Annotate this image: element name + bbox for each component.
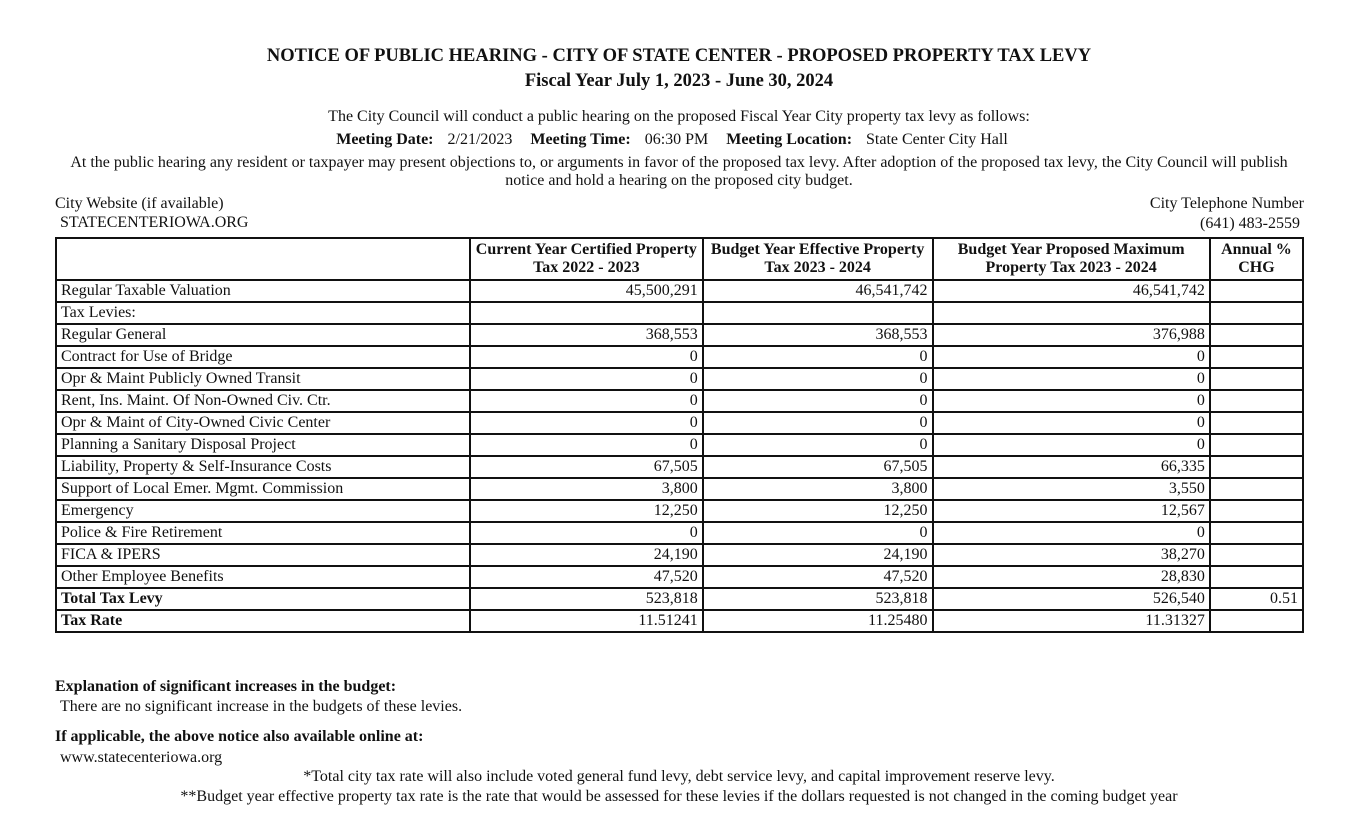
- row-chg: [1210, 610, 1303, 632]
- table-row: [56, 610, 1303, 632]
- header-label: [56, 238, 470, 280]
- row-effective: 67,505: [703, 456, 933, 478]
- row-proposed: 0: [933, 434, 1210, 456]
- row-effective: 0: [703, 368, 933, 390]
- table-row: [56, 456, 1303, 478]
- row-proposed: 11.31327: [933, 610, 1210, 632]
- row-effective: 46,541,742: [703, 280, 933, 302]
- row-current: 11.51241: [470, 610, 703, 632]
- row-effective: 47,520: [703, 566, 933, 588]
- row-label: Regular General: [56, 324, 470, 346]
- row-effective: 0: [703, 346, 933, 368]
- table-row: [56, 434, 1303, 456]
- row-effective: 0: [703, 434, 933, 456]
- row-chg: 0.51: [1210, 588, 1303, 610]
- row-chg: [1210, 368, 1303, 390]
- header-current: Current Year Certified Property Tax 2022 - 2023: [470, 238, 703, 280]
- table-row: [56, 412, 1303, 434]
- row-effective: 0: [703, 390, 933, 412]
- row-current: 12,250: [470, 500, 703, 522]
- online-url: www.statecenteriowa.org: [60, 749, 223, 766]
- row-current: 67,505: [470, 456, 703, 478]
- row-current: 3,800: [470, 478, 703, 500]
- row-label: Tax Rate: [56, 610, 470, 632]
- table-row: [56, 390, 1303, 412]
- meeting-location-label: Meeting Location:: [726, 131, 853, 148]
- row-chg: [1210, 544, 1303, 566]
- row-chg: [1210, 478, 1303, 500]
- row-chg: [1210, 500, 1303, 522]
- table-row: [56, 500, 1303, 522]
- row-current: 368,553: [470, 324, 703, 346]
- footnote-1: *Total city tax rate will also include voted general fund levy, debt service levy, and capital improvement reserve levy.: [303, 768, 1055, 785]
- row-label: Contract for Use of Bridge: [56, 346, 470, 368]
- table-row: [56, 302, 1303, 324]
- row-current: [470, 302, 703, 324]
- row-proposed: 0: [933, 390, 1210, 412]
- row-proposed: [933, 302, 1210, 324]
- row-label: FICA & IPERS: [56, 544, 470, 566]
- meeting-date: 2/21/2023: [447, 131, 513, 148]
- row-proposed: 376,988: [933, 324, 1210, 346]
- row-chg: [1210, 390, 1303, 412]
- table-row: [56, 324, 1303, 346]
- row-proposed: 46,541,742: [933, 280, 1210, 302]
- row-effective: 3,800: [703, 478, 933, 500]
- table-row: [56, 368, 1303, 390]
- row-label: Tax Levies:: [56, 302, 470, 324]
- meeting-info: [0, 131, 1358, 149]
- meeting-time-label: Meeting Time:: [530, 131, 631, 148]
- table-row: [56, 522, 1303, 544]
- row-effective: 0: [703, 412, 933, 434]
- row-chg: [1210, 566, 1303, 588]
- row-label: Total Tax Levy: [56, 588, 470, 610]
- header-chg: Annual % CHG: [1210, 238, 1303, 280]
- row-chg: [1210, 324, 1303, 346]
- row-effective: 368,553: [703, 324, 933, 346]
- header-effective: Budget Year Effective Property Tax 2023 - 2024: [703, 238, 933, 280]
- hearing-text: At the public hearing any resident or taxpayer may present objections to, or arguments in favor of the proposed tax levy. After adoption of the proposed tax levy, the City Council will publish notice and hold a hearing on the proposed city budget.: [70, 154, 1288, 189]
- notice-title: NOTICE OF PUBLIC HEARING - CITY OF STATE CENTER - PROPOSED PROPERTY TAX LEVY: [266, 46, 1092, 66]
- meeting-time: 06:30 PM: [644, 131, 709, 148]
- table-header-row: [56, 238, 1303, 280]
- table-row: [56, 346, 1303, 368]
- table-row: [56, 588, 1303, 610]
- meeting-location: State Center City Hall: [866, 131, 1008, 148]
- table-row: [56, 478, 1303, 500]
- row-proposed: 526,540: [933, 588, 1210, 610]
- row-chg: [1210, 522, 1303, 544]
- explanation-heading: Explanation of significant increases in the budget:: [55, 678, 397, 695]
- row-current: 0: [470, 434, 703, 456]
- row-proposed: 3,550: [933, 478, 1210, 500]
- row-effective: 12,250: [703, 500, 933, 522]
- row-label: Opr & Maint Publicly Owned Transit: [56, 368, 470, 390]
- row-label: Other Employee Benefits: [56, 566, 470, 588]
- table-row: [56, 566, 1303, 588]
- row-effective: 24,190: [703, 544, 933, 566]
- row-effective: 11.25480: [703, 610, 933, 632]
- row-current: 0: [470, 346, 703, 368]
- row-proposed: 12,567: [933, 500, 1210, 522]
- meeting-date-label: Meeting Date:: [336, 131, 434, 148]
- row-proposed: 66,335: [933, 456, 1210, 478]
- row-label: Opr & Maint of City-Owned Civic Center: [56, 412, 470, 434]
- row-effective: [703, 302, 933, 324]
- row-chg: [1210, 456, 1303, 478]
- row-label: Rent, Ins. Maint. Of Non-Owned Civ. Ctr.: [56, 390, 470, 412]
- website-value: STATECENTERIOWA.ORG: [60, 214, 249, 231]
- phone-value: (641) 483-2559: [1200, 215, 1300, 232]
- row-label: Police & Fire Retirement: [56, 522, 470, 544]
- row-chg: [1210, 412, 1303, 434]
- footnote-2: **Budget year effective property tax rate is the rate that would be assessed for these levies if the dollars requested is not changed in the coming budget year: [180, 788, 1178, 805]
- explanation-text: There are no significant increase in the budgets of these levies.: [60, 698, 463, 715]
- row-label: Planning a Sanitary Disposal Project: [56, 434, 470, 456]
- row-proposed: 38,270: [933, 544, 1210, 566]
- row-current: 0: [470, 390, 703, 412]
- row-label: Regular Taxable Valuation: [56, 280, 470, 302]
- online-heading: If applicable, the above notice also available online at:: [55, 728, 424, 745]
- row-proposed: 28,830: [933, 566, 1210, 588]
- row-chg: [1210, 302, 1303, 324]
- row-proposed: 0: [933, 412, 1210, 434]
- row-current: 523,818: [470, 588, 703, 610]
- row-effective: 0: [703, 522, 933, 544]
- row-chg: [1210, 280, 1303, 302]
- fiscal-year: Fiscal Year July 1, 2023 - June 30, 2024: [524, 71, 834, 91]
- row-chg: [1210, 434, 1303, 456]
- row-chg: [1210, 346, 1303, 368]
- row-current: 0: [470, 522, 703, 544]
- row-current: 45,500,291: [470, 280, 703, 302]
- row-current: 0: [470, 368, 703, 390]
- row-proposed: 0: [933, 368, 1210, 390]
- website-label: City Website (if available): [55, 195, 224, 212]
- row-proposed: 0: [933, 346, 1210, 368]
- row-label: Emergency: [56, 500, 470, 522]
- row-label: Liability, Property & Self-Insurance Costs: [56, 456, 470, 478]
- table-row: [56, 544, 1303, 566]
- phone-label: City Telephone Number: [1149, 195, 1304, 212]
- levy-table: [55, 237, 1304, 633]
- row-label: Support of Local Emer. Mgmt. Commission: [56, 478, 470, 500]
- row-current: 0: [470, 412, 703, 434]
- intro-text: The City Council will conduct a public hearing on the proposed Fiscal Year City property tax levy as follows:: [328, 108, 1030, 125]
- row-current: 47,520: [470, 566, 703, 588]
- row-current: 24,190: [470, 544, 703, 566]
- row-proposed: 0: [933, 522, 1210, 544]
- header-proposed: Budget Year Proposed Maximum Property Tax 2023 - 2024: [933, 238, 1210, 280]
- table-row: [56, 280, 1303, 302]
- row-effective: 523,818: [703, 588, 933, 610]
